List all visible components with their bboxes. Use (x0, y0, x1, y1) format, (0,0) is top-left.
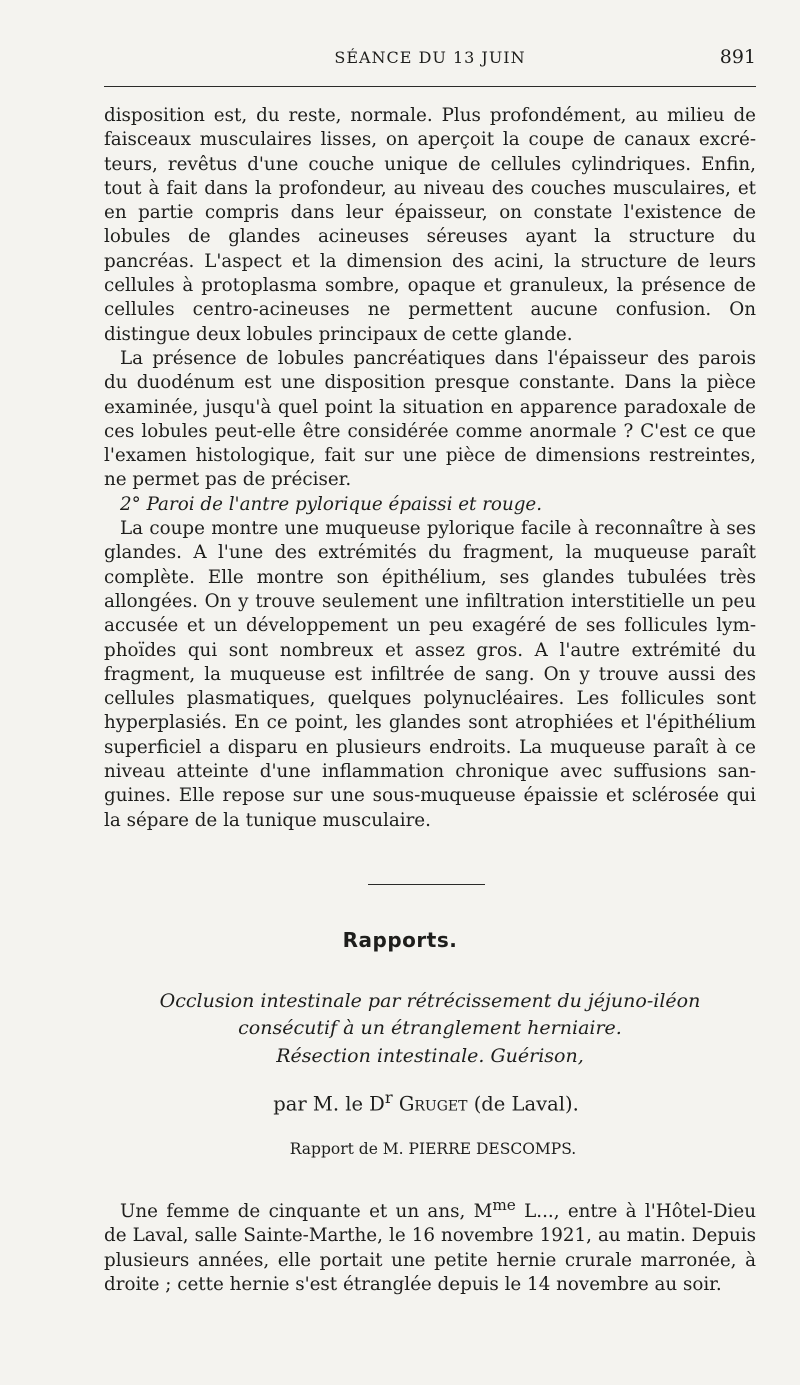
header-rule (104, 86, 756, 87)
running-title: SÉANCE DU 13 JUIN (334, 48, 526, 67)
case-text (104, 1193, 756, 1297)
report-title-line-1: Occlusion intestinale par rétrécissement du jéjuno-iléon (159, 990, 701, 1012)
section-separator-rule (368, 884, 485, 885)
case-paragraph: Une femme de cinquante et un ans, $M^{me}$ L..., entre à l'Hôtel-Dieu de Laval, salle Sainte-Marthe, le 16 novembre 1921, au matin. Depuis plusieurs années, elle portait une petite hernie crurale marronée, à droite ; cette hernie s'est étranglée depuis le 14 novembre au soir. (104, 1196, 756, 1295)
report-author: par M. le $D^r$ Gruget (de Laval). (273, 1088, 579, 1116)
paragraph-1: disposition est, du reste, normale. Plus profondément, au milieu de faisceaux musculaires lisses, on aperçoit la coupe de canaux excré- teurs, revêtus d'une couche unique de cellules cylindriques. Enfin, tout à fait dans la profondeur, au niveau des couches musculaires, et en partie compris dans leur épaisseur, on constate l'existence de lobules de glandes acineuses séreuses ayant la structure du pancréas. L'aspect et la dimension des acini, la structure de leurs cellules à protoplasma sombre, opaque et granuleux, la présence de cellules centro-acineuses ne permettent aucune confusion. On distingue deux lobules principaux de cette glande. (104, 105, 756, 345)
report-title-line-2: consécutif à un étranglement herniaire. (238, 1017, 622, 1039)
paragraph-3: La coupe montre une muqueuse pylorique facile à reconnaître à ses glandes. A l'une des extrémités du fragment, la muqueuse paraît complète. Elle montre son épithélium, ses glandes tubulées très allongées. On y trouve seulement une infiltration interstitielle un peu accusée et un développement un peu exagéré de ses follicules lym- phoïdes qui sont nombreux et assez gros. A l'autre extrémité du fragment, la muqueuse est infiltrée de sang. On y trouve aussi des cellules plasmatiques, quelques polynucléaires. Les follicules sont hyperplasiés. En ce point, les glandes sont atrophiées et l'épithélium superficiel a disparu en plusieurs endroits. La muqueuse paraît à ce niveau atteinte d'une inflammation chronique avec suffusions san- guines. Elle repose sur une sous-muqueuse épaissie et sclérosée qui la sépare de la tunique musculaire. (104, 518, 756, 831)
page-number: 891 (719, 46, 756, 68)
reporter-name: PIERRE DESCOMPS. (408, 1140, 577, 1158)
section-heading: Rapports. (342, 928, 458, 952)
body-text (104, 104, 756, 833)
author-name: Gruget (398, 1092, 468, 1116)
paragraph-2: La présence de lobules pancréatiques dans l'épaisseur des parois du duodénum est une disposition presque constante. Dans la pièce examinée, jusqu'à quel point la situation en apparence paradoxale de ces lobules peut-elle être considérée comme anormale ? C'est ce que l'examen histologique, fait sur une pièce de dimensions restreintes, ne permet pas de préciser. (104, 347, 756, 491)
page-header (104, 44, 756, 74)
report-title-line-3: Résection intestinale. Guérison, (276, 1045, 584, 1067)
subheading-paroi-antre-pylorique: 2° Paroi de l'antre pylorique épaissi et rouge. (120, 493, 543, 515)
report-reporter: Rapport de M. PIERRE DESCOMPS. (289, 1140, 577, 1158)
